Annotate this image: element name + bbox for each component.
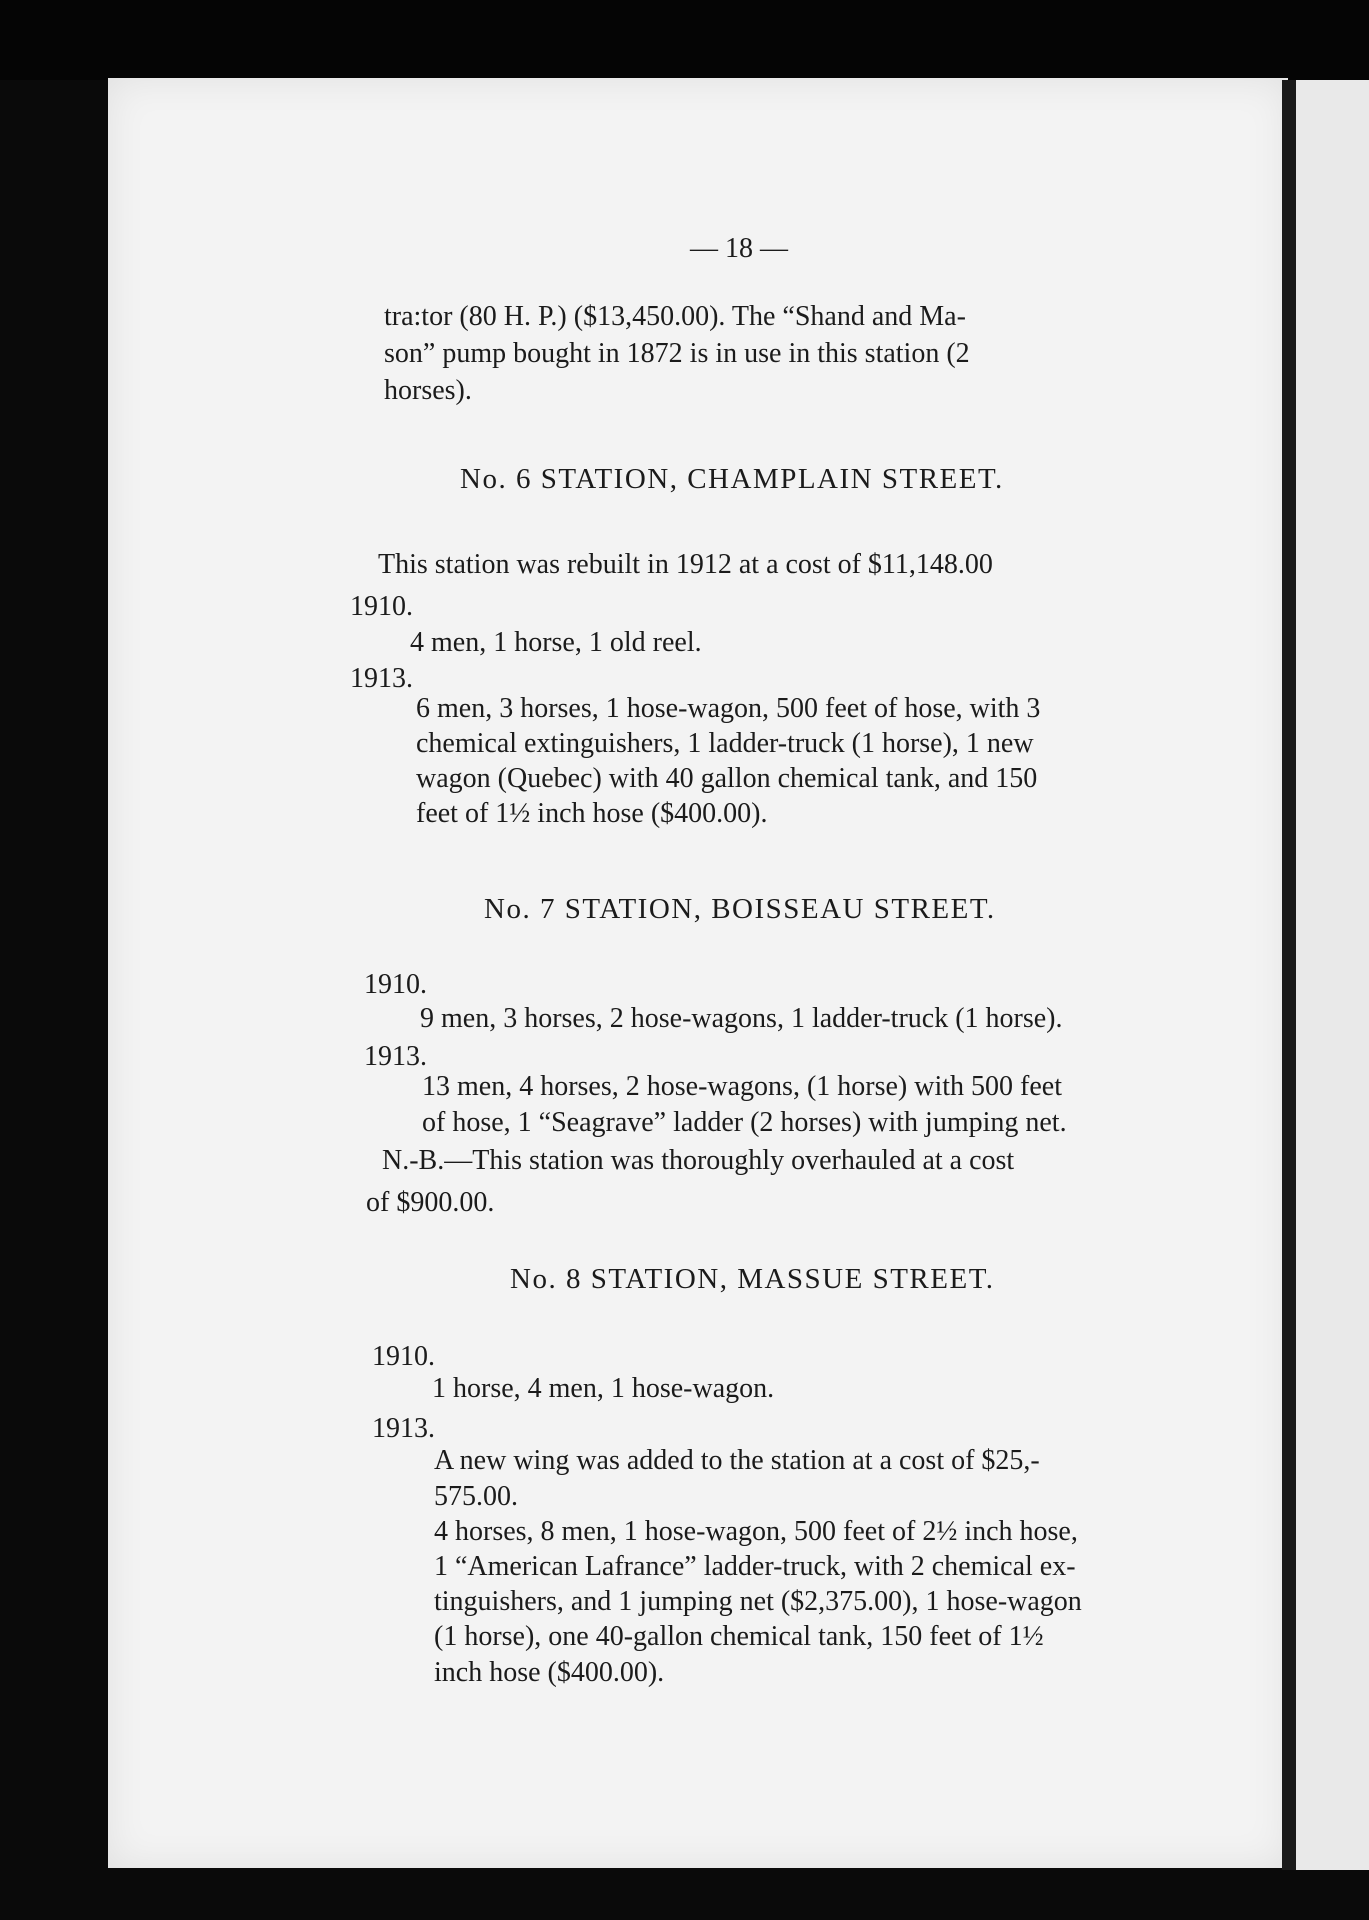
station-7-year-1913: 1913. <box>364 1041 427 1072</box>
station-6-year-1913: 1913. <box>350 663 413 694</box>
station-8-1913-line-5: tinguishers, and 1 jumping net ($2,375.00), 1 hose-wagon <box>434 1586 1082 1617</box>
station-6-heading: No. 6 STATION, CHAMPLAIN STREET. <box>460 463 1004 495</box>
station-8-year-1910: 1910. <box>372 1341 435 1372</box>
intro-line-3: horses). <box>384 375 472 406</box>
station-8-1913-line-2: 575.00. <box>434 1481 518 1512</box>
scan-top-background <box>0 0 1369 80</box>
facing-page-edge <box>1296 80 1369 1870</box>
page-number: — 18 — <box>690 233 788 264</box>
station-6-1913-line-2: chemical extinguishers, 1 ladder-truck (1 horse), 1 new <box>416 728 1034 759</box>
station-6-1910-text: 4 men, 1 horse, 1 old reel. <box>410 627 702 658</box>
station-8-heading: No. 8 STATION, MASSUE STREET. <box>510 1263 995 1295</box>
station-8-1913-line-7: inch hose ($400.00). <box>434 1657 665 1688</box>
station-8-1913-line-6: (1 horse), one 40-gallon chemical tank, 150 feet of 1½ <box>434 1621 1044 1652</box>
station-8-1913-line-3: 4 horses, 8 men, 1 hose-wagon, 500 feet of 2½ inch hose, <box>434 1516 1078 1547</box>
station-7-year-1910: 1910. <box>364 969 427 1000</box>
station-8-1910-text: 1 horse, 4 men, 1 hose-wagon. <box>432 1373 775 1404</box>
station-7-1913-line-2: of hose, 1 “Seagrave” ladder (2 horses) with jumping net. <box>422 1107 1067 1138</box>
station-7-nb-line-2: of $900.00. <box>366 1187 495 1218</box>
station-7-1913-line-1: 13 men, 4 horses, 2 hose-wagons, (1 horse) with 500 feet <box>422 1071 1062 1102</box>
station-8-1913-line-4: 1 “American Lafrance” ladder-truck, with 2 chemical ex- <box>434 1551 1076 1582</box>
station-8-1913-line-1: A new wing was added to the station at a cost of $25,- <box>434 1445 1040 1476</box>
station-7-nb-line-1: N.-B.—This station was thoroughly overhauled at a cost <box>382 1145 1015 1176</box>
station-7-heading: No. 7 STATION, BOISSEAU STREET. <box>484 893 996 925</box>
intro-line-2: son” pump bought in 1872 is in use in this station (2 <box>384 338 970 369</box>
station-6-year-1910: 1910. <box>350 591 413 622</box>
station-6-1913-line-1: 6 men, 3 horses, 1 hose-wagon, 500 feet of hose, with 3 <box>416 693 1041 724</box>
station-7-1910-text: 9 men, 3 horses, 2 hose-wagons, 1 ladder-truck (1 horse). <box>420 1003 1063 1034</box>
page-edge-shadow <box>1282 80 1296 1870</box>
station-6-1913-line-4: feet of 1½ inch hose ($400.00). <box>416 798 768 829</box>
intro-line-1: tra:tor (80 H. P.) ($13,450.00). The “Shand and Ma- <box>384 301 966 332</box>
station-6-1913-line-3: wagon (Quebec) with 40 gallon chemical tank, and 150 <box>416 763 1038 794</box>
station-6-note: This station was rebuilt in 1912 at a cost of $11,148.00 <box>378 549 993 580</box>
station-8-year-1913: 1913. <box>372 1413 435 1444</box>
